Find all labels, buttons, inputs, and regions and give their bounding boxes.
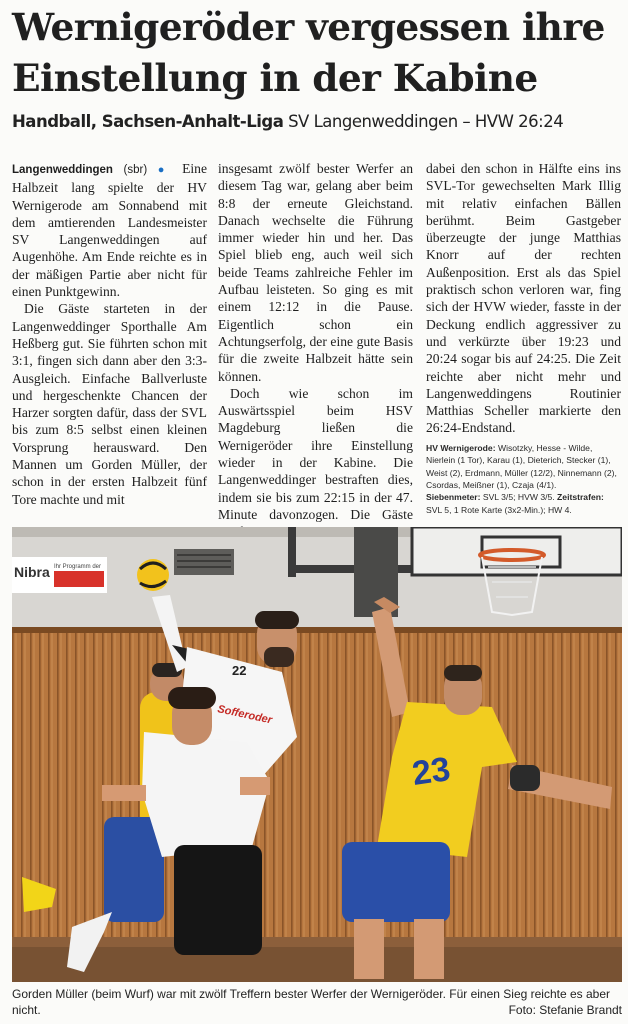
jersey-sponsor: Sofferoder [216, 703, 274, 727]
article-paragraph-2: Die Gäste starteten in der Langenweddinger Sporthalle Am Heßberg gut. Sie führten schon mit 3:1, fingen sich dann aber den 3:3-Ausgleich. Einfache Ballverluste und hergeschenkte Chancen der Harzer sorgten dafür, dass der SVL bis zum 8:5 selbst einen kleinen Vorsprung herausward. Den Mannen um Gorden Müller, der schon in der ersten Halbzeit fünf Tore machte und mit [12, 301, 207, 507]
match-photo [12, 527, 622, 982]
sponsor-sign-text: Nibra [14, 564, 50, 580]
jersey-number-right: 23 [409, 750, 453, 793]
subhead [12, 112, 563, 131]
photo-illustration [12, 527, 622, 982]
article-column-2 [218, 160, 413, 541]
facts-penalties-text: SVL 3/5; HVW 3/5. [482, 492, 555, 503]
dateline: Langenweddingen [12, 164, 113, 176]
facts-punish-label: Zeitstrafen: [557, 492, 604, 503]
article-paragraph-5: dabei den schon in Hälfte eins ins SVL-Tor gewechselten Mark Illig mit relativ einfachen Bällen berühmt. Beim Gastgeber überzeugte der junge Matthias Knorr auf der rechten Außenposition. Erst als das Spiel praktisch schon verloren war, fing sich der HVW wieder, fasste in der Deckung endlich aggressiver zu und verkürzte über 19:23 und 20:24 sogar bis auf 24:25. Die Zeit reichte aber nicht mehr und Langenweddingens Routinier Matthias Scheller markierte den 26:24-Endstand. [426, 161, 621, 436]
facts-penalties [426, 491, 621, 516]
jersey-number-left: 22 [232, 663, 247, 678]
photo-credit: Foto: Stefanie Brandt [508, 1003, 622, 1017]
facts-penalties-label: Siebenmeter: [426, 492, 481, 503]
facts-punish-text: SVL 5, 1 Rote Karte (3x2-Min.); HW 4. [426, 504, 572, 515]
article-paragraph-4: Doch wie schon im Auswärtsspiel beim HSV Magdeburg ließen die Wernigeröder ihre Einstellung wieder in der Kabine. Die Langenweddinger bestraften dies, indem sie bis zum 22:15 in der 47. Minute davonzogen. Die Gäste [218, 385, 413, 522]
article-paragraph-3: insgesamt zwölf bester Werfer an diesem Tag war, gelang aber beim 8:8 der erneute Gleichstand. Danach wechselte die Führung immer wieder hin und her. Das Spiel blieb eng, auch weil sich beide Teams zahlreiche Fehler im Aufbau leisteten. So ging es mit einem 12:12 in die Pause. Eigentlich schon ein Achtungserfolg, der eine gute Basis für die zweite Halbzeit hätte sein können. [218, 161, 413, 384]
facts-team [426, 442, 621, 492]
subhead-match: SV Langenweddingen – HVW 26:24 [288, 112, 564, 131]
photo-caption: Gorden Müller (beim Wurf) war mit zwölf Treffern bester Werfer der Wernigeröder. Für einen Sieg reichte es aber nicht. [12, 987, 611, 1017]
facts-team-text: Wisotzky, Hesse - Wilde, Nierlein (1 Tor), Karau (1), Dieterich, Stecker (1), Weist (2), Erdmann, Müller (12/2), Ninnemann (2), Csordas, Meißner (1), Czaja (4/1). [426, 442, 617, 490]
headline: Wernigeröder vergessen ihre Einstellung in der Kabine [12, 5, 605, 100]
sponsor-sign-small: Ihr Programm der [54, 564, 102, 570]
paragraph-text: Eine Halbzeit lang spielte der HV Wernigerode am Sonnabend mit dem amtierenden Landesmeister SV Langenweddingen auf Augenhöhe. Am Ende reichte es in der mäßigen Partie aber nicht für einen Punktgewinn. [12, 161, 207, 300]
article-column-3 [426, 160, 621, 516]
source-tag: (sbr) [123, 164, 148, 176]
subhead-sport: Handball, Sachsen-Anhalt-Liga [12, 112, 284, 131]
match-facts [426, 442, 621, 516]
bullet-icon: ● [157, 164, 172, 176]
article-paragraph-1 [12, 160, 207, 300]
article-column-1 [12, 160, 207, 508]
facts-team-label: HV Wernigerode: [426, 442, 496, 453]
